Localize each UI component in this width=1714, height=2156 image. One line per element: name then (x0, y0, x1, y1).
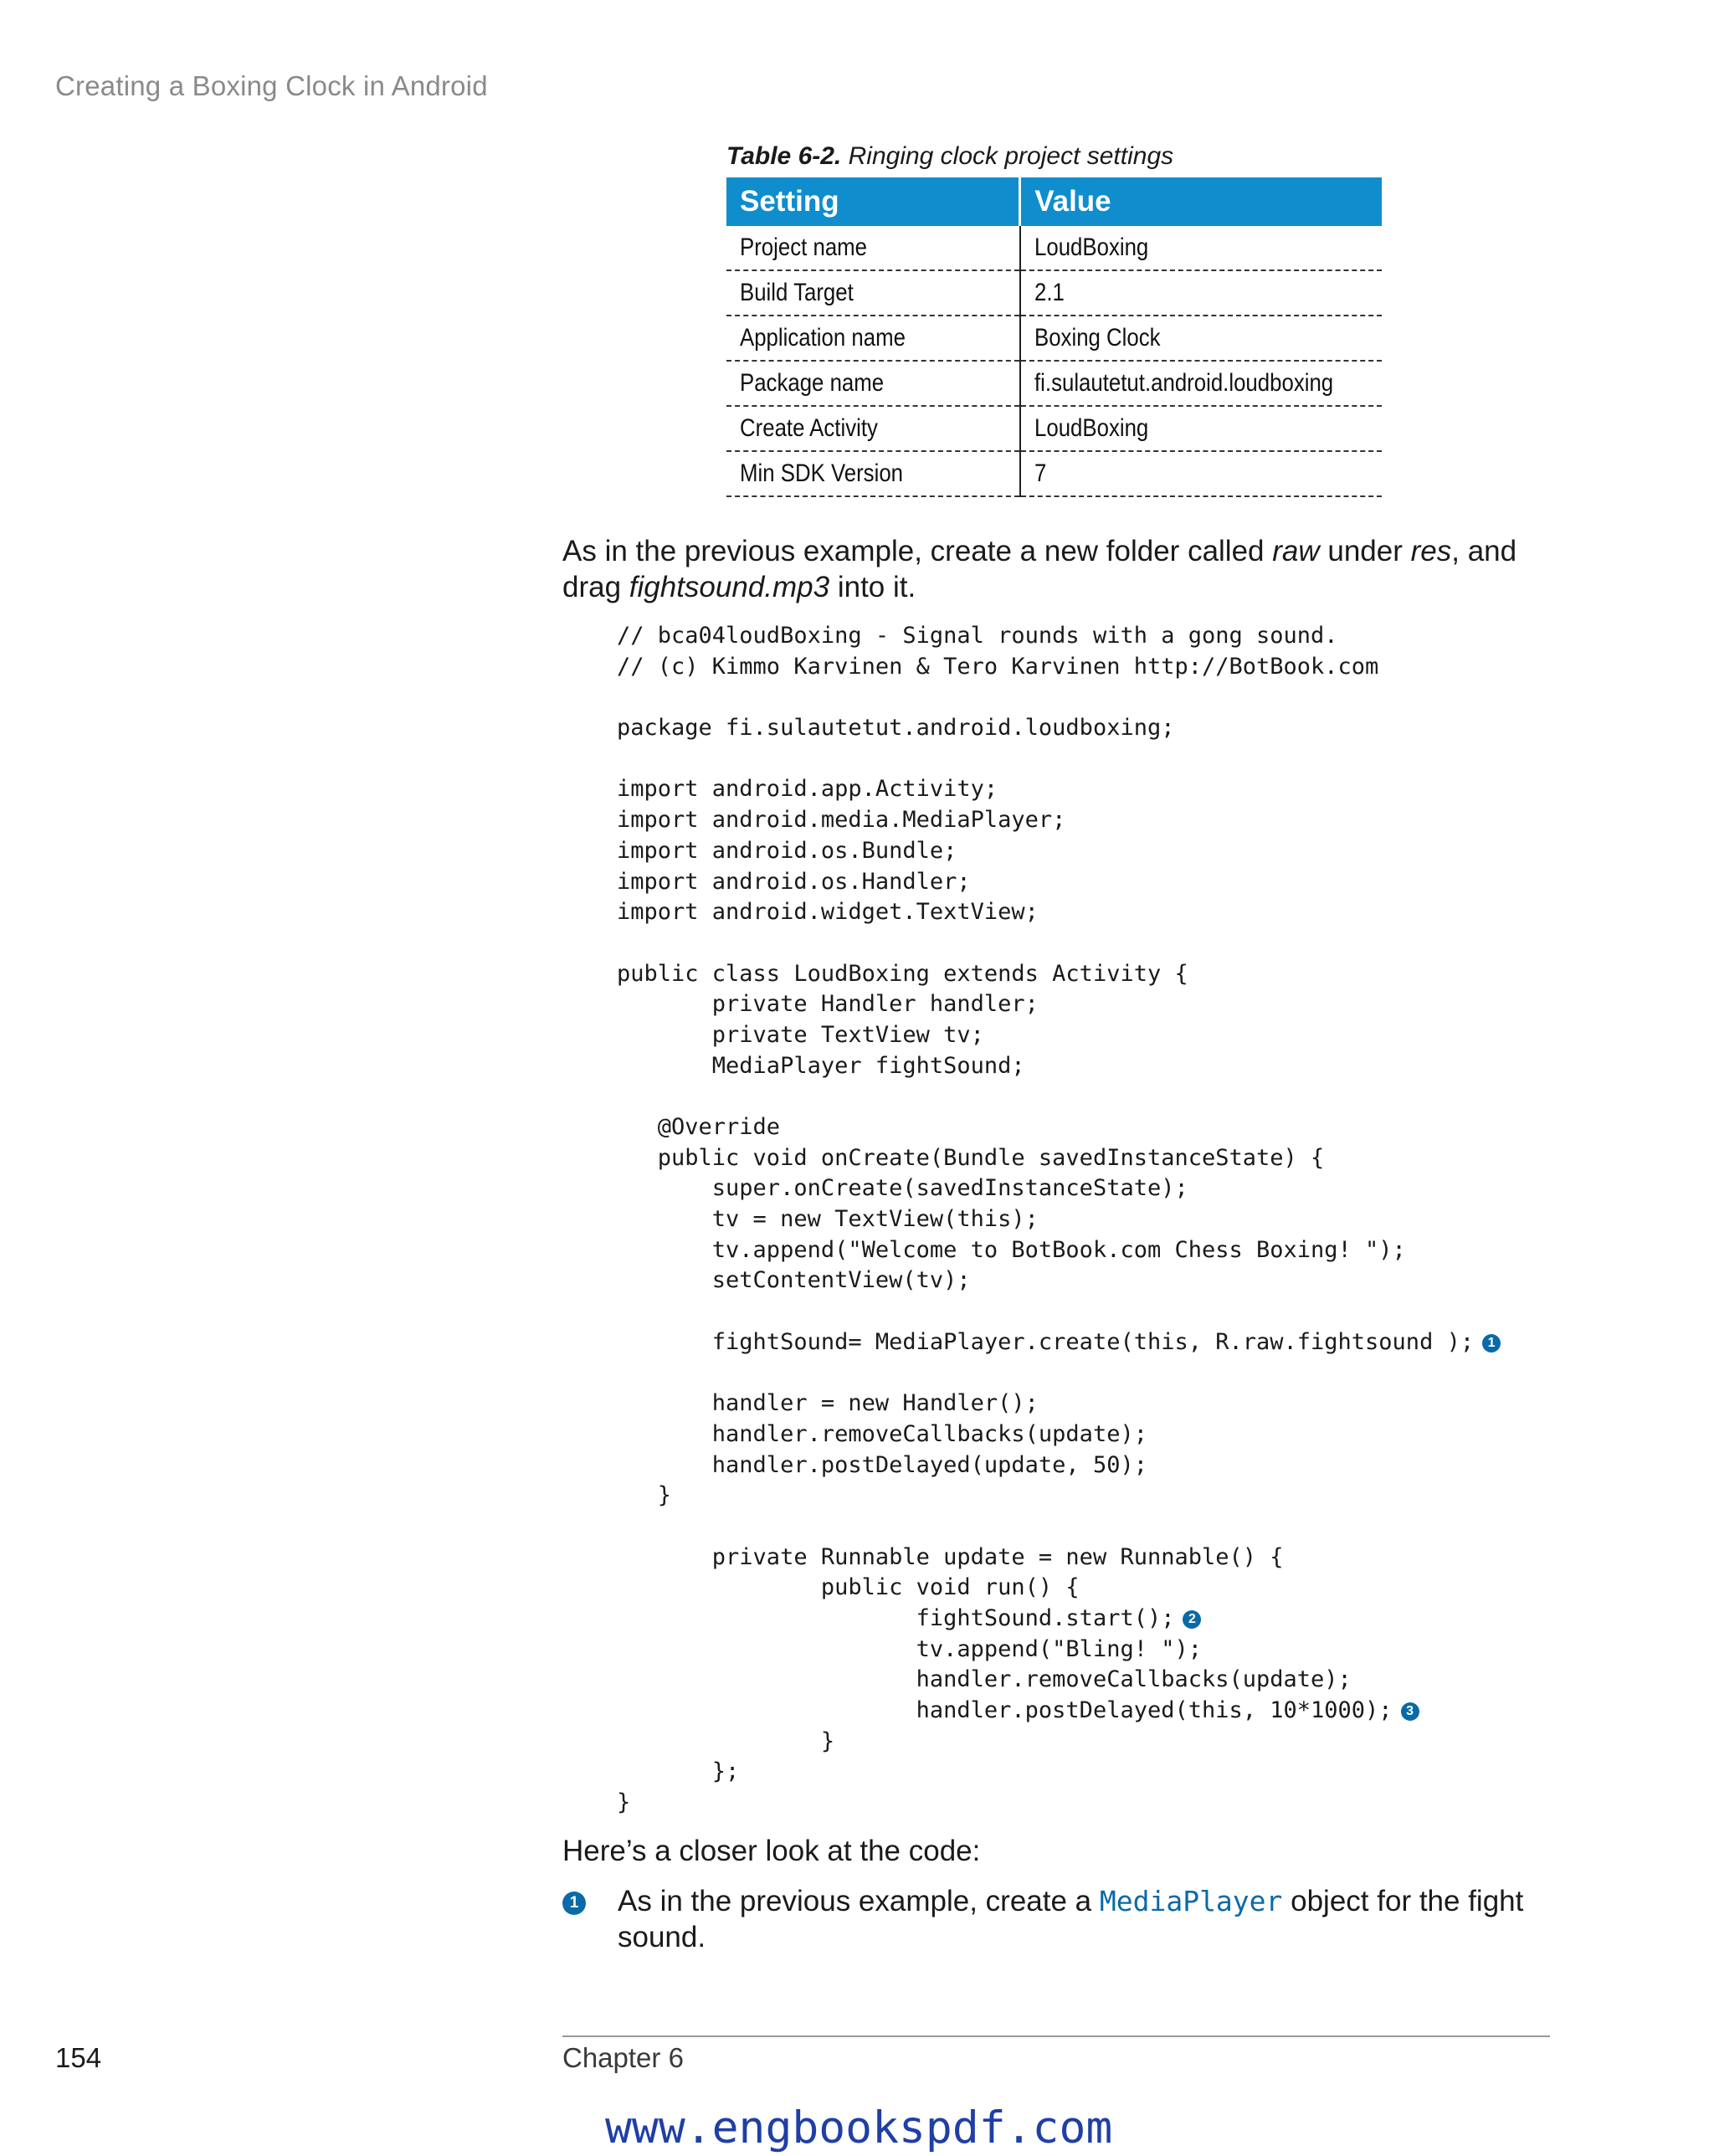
setting-text: Project name (740, 234, 868, 261)
header-value: Value (1020, 177, 1382, 226)
intro-text-1: As in the previous example, create a new folder called (562, 535, 1273, 567)
setting-cell (726, 316, 1020, 361)
intro-text-4: into it. (829, 571, 916, 603)
page-number: 154 (55, 2042, 102, 2073)
code-line (617, 1358, 1501, 1389)
value-text: fi.sulautetut.android.loudboxing (1034, 369, 1333, 397)
code-line: private Handler handler; (617, 991, 1039, 1018)
code-line (617, 1296, 1501, 1327)
code-line: handler.removeCallbacks(update); (617, 1420, 1147, 1447)
code-line: // (c) Kimmo Karvinen & Tero Karvinen http://BotBook.com (617, 653, 1379, 680)
table-caption-label: Table 6-2. (726, 142, 842, 170)
code-line: private Runnable update = new Runnable() { (617, 1543, 1284, 1570)
code-line-with-callout (617, 1696, 1501, 1727)
table-row (726, 316, 1382, 361)
code-line: tv = new TextView(this); (617, 1206, 1039, 1233)
setting-cell (726, 270, 1020, 316)
code-line (617, 1512, 1501, 1543)
code-line: import android.app.Activity; (617, 776, 998, 803)
code-line: setContentView(tv); (617, 1267, 971, 1294)
code-line: public void run() { (617, 1574, 1080, 1601)
intro-paragraph (562, 533, 1550, 605)
code-line (617, 928, 1501, 959)
value-text: LoudBoxing (1034, 414, 1148, 442)
code-listing (617, 621, 1501, 1819)
code-line: handler = new Handler(); (617, 1390, 1039, 1417)
value-cell (1020, 316, 1382, 361)
table-row (726, 406, 1382, 451)
callout-2-icon: 2 (1183, 1610, 1201, 1629)
setting-text: Build Target (740, 279, 854, 306)
table-row (726, 451, 1382, 496)
watermark-link[interactable]: www.engbookspdf.com (605, 2102, 1113, 2153)
callout-1-marker-icon: 1 (562, 1892, 586, 1915)
code-line: tv.append("Bling! "); (617, 1635, 1202, 1662)
code-line: } (617, 1727, 835, 1754)
code-line: // bca04loudBoxing - Signal rounds with a gong sound. (617, 623, 1338, 649)
value-text: 7 (1034, 459, 1047, 487)
code-line (617, 744, 1501, 775)
code-line: import android.os.Handler; (617, 868, 971, 895)
intro-text-2: under (1319, 535, 1411, 567)
code-line: package fi.sulautetut.android.loudboxing; (617, 715, 1175, 742)
value-cell (1020, 226, 1382, 270)
code-line (617, 682, 1501, 713)
code-line: }; (617, 1758, 740, 1785)
list-item-text (618, 1883, 1550, 1955)
setting-cell (726, 226, 1020, 270)
code-line: handler.postDelayed(update, 50); (617, 1451, 1147, 1478)
value-cell (1020, 361, 1382, 406)
setting-text: Package name (740, 369, 885, 397)
code-text: fightSound= MediaPlayer.create(this, R.raw.fightsound ); (617, 1328, 1475, 1355)
code-line: import android.widget.TextView; (617, 899, 1039, 926)
code-line: tv.append("Welcome to BotBook.com Chess Boxing! "); (617, 1236, 1406, 1263)
chapter-label: Chapter 6 (562, 2042, 684, 2073)
code-line: } (617, 1789, 631, 1816)
value-cell (1020, 270, 1382, 316)
setting-cell (726, 361, 1020, 406)
table-caption (726, 142, 1173, 171)
code-text: fightSound.start(); (617, 1605, 1175, 1631)
value-cell (1020, 406, 1382, 451)
intro-raw: raw (1272, 535, 1320, 567)
intro-text-3: , and drag (562, 535, 1517, 603)
value-text: LoudBoxing (1034, 234, 1148, 261)
code-text: handler.postDelayed(this, 10*1000); (617, 1697, 1393, 1724)
running-head: Creating a Boxing Clock in Android (55, 70, 488, 101)
code-line: @Override (617, 1114, 781, 1140)
header-setting: Setting (726, 177, 1020, 226)
list-item (562, 1883, 1550, 1955)
intro-res: res (1410, 535, 1452, 567)
list-text-1: As in the previous example, create a (618, 1885, 1100, 1917)
setting-cell (726, 406, 1020, 451)
table-row (726, 270, 1382, 316)
value-cell (1020, 451, 1382, 496)
code-line: handler.removeCallbacks(update); (617, 1666, 1352, 1693)
footer-rule (562, 2035, 1550, 2037)
table-row (726, 226, 1382, 270)
inline-code: MediaPlayer (1099, 1885, 1283, 1917)
value-text: Boxing Clock (1034, 324, 1161, 352)
setting-text: Create Activity (740, 414, 878, 442)
code-line-with-callout (617, 1327, 1501, 1358)
intro-file: fightsound.mp3 (629, 571, 830, 603)
code-line: private TextView tv; (617, 1021, 984, 1048)
table-header-row (726, 177, 1382, 226)
table-caption-text: Ringing clock project settings (841, 142, 1174, 170)
setting-text: Min SDK Version (740, 459, 904, 487)
code-line: public class LoudBoxing extends Activity { (617, 960, 1188, 987)
code-line: super.onCreate(savedInstanceState); (617, 1175, 1188, 1202)
code-line-with-callout (617, 1604, 1501, 1635)
setting-text: Application name (740, 324, 906, 352)
code-line: MediaPlayer fightSound; (617, 1052, 1025, 1079)
table-row (726, 361, 1382, 406)
setting-cell (726, 451, 1020, 496)
code-line: import android.os.Bundle; (617, 837, 957, 864)
code-line: } (617, 1482, 672, 1509)
settings-table (726, 177, 1382, 497)
list-text-2: object for the fight sound. (618, 1885, 1524, 1953)
code-line (617, 1081, 1501, 1112)
closer-look-paragraph: Here’s a closer look at the code: (562, 1835, 981, 1867)
code-line: public void onCreate(Bundle savedInstanceState) { (617, 1144, 1325, 1171)
callout-1-icon: 1 (1482, 1334, 1501, 1353)
code-line: import android.media.MediaPlayer; (617, 807, 1066, 834)
value-text: 2.1 (1034, 279, 1065, 306)
callout-3-icon: 3 (1401, 1702, 1419, 1721)
